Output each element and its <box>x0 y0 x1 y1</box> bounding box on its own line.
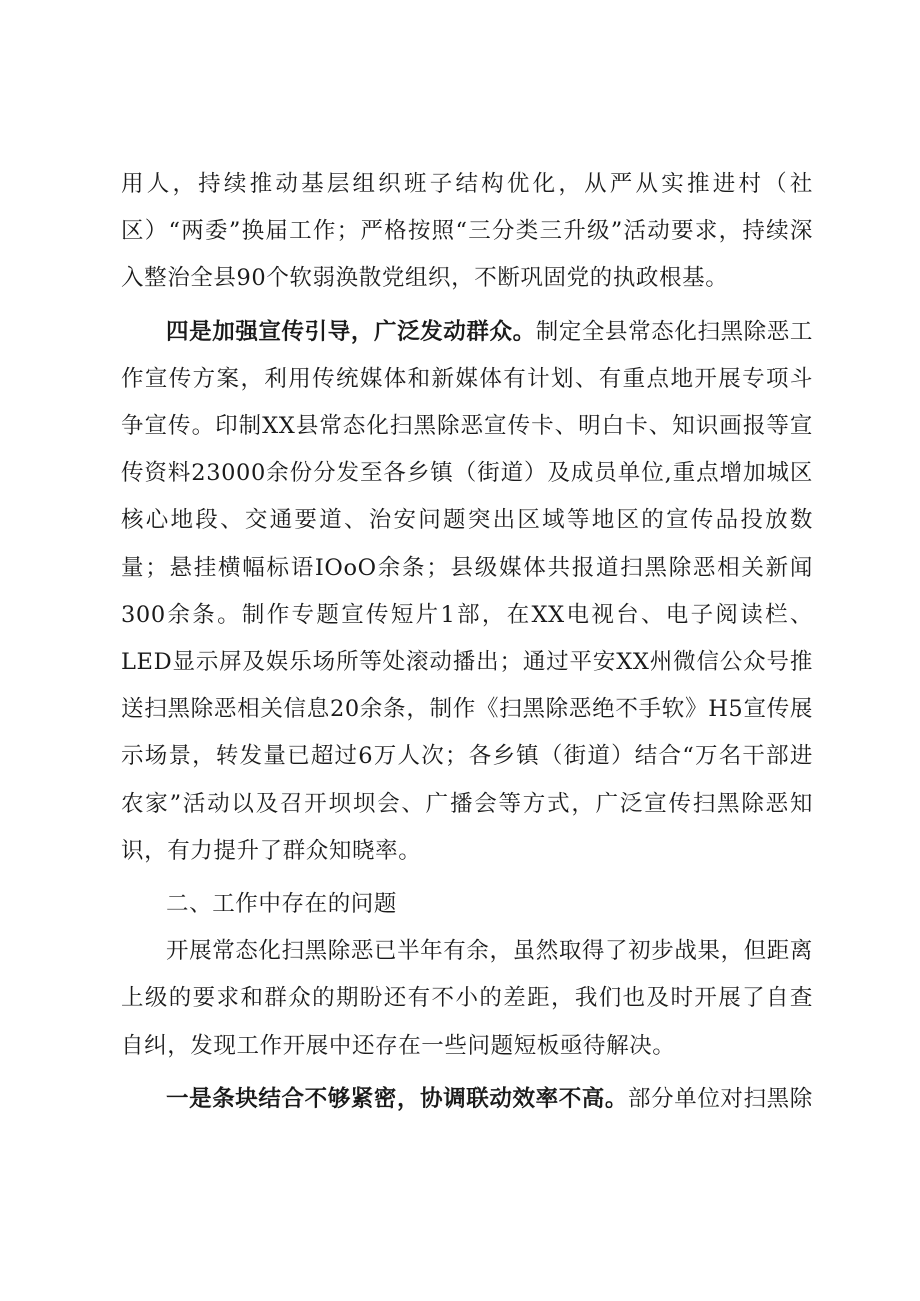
document-body <box>121 161 813 1123</box>
paragraph-lead: 四是加强宣传引导，广泛发动群众。 <box>166 318 536 345</box>
paragraph-continuation <box>121 161 813 303</box>
paragraph-problems-intro <box>121 928 813 1070</box>
paragraph-lead: 一是条块结合不够紧密，协调联动效率不高。 <box>166 1085 629 1112</box>
section-heading <box>121 881 813 928</box>
paragraph-text: 制定全县常态化扫黑除恶工作宣传方案，利用传统媒体和新媒体有计划、有重点地开展专项斗争宣传。印制XX县常态化扫黑除恶宣传卡、明白卡、知识画报等宣传资料23000余份分发至各乡镇（街道）及成员单位,重点增加城区核心地段、交通要道、治安问题突出区域等地区的宣传品投放数量；悬挂横幅标语IOoO余条；县级媒体共报道扫黑除恶相关新闻300余条。制作专题宣传短片1部，在XX电视台、电子阅读栏、LED显示屏及娱乐场所等处滚动播出；通过平安XX州微信公众号推送扫黑除恶相关信息20余条，制作《扫黑除恶绝不手软》H5宣传展示场景，转发量已超过6万人次；各乡镇（街道）结合“万名干部进农家”活动以及召开坝坝会、广播会等方式，广泛宣传扫黑除恶知识，有力提升了群众知晓率。 <box>121 318 813 864</box>
section-heading-text: 二、工作中存在的问题 <box>166 891 398 918</box>
paragraph-text: 开展常态化扫黑除恶已半年有余，虽然取得了初步战果，但距离上级的要求和群众的期盼还有不小的差距，我们也及时开展了自查自纠，发现工作开展中还存在一些问题短板亟待解决。 <box>121 938 813 1059</box>
paragraph-problem-one <box>121 1076 813 1123</box>
paragraph-publicity <box>121 309 813 875</box>
paragraph-text: 用人，持续推动基层组织班子结构优化，从严从实推进村（社区）“两委”换届工作；严格按照“三分类三升级”活动要求，持续深入整治全县90个软弱涣散党组织，不断巩固党的执政根基。 <box>121 171 813 292</box>
paragraph-text: 部分单位对扫黑除 <box>628 1085 813 1112</box>
